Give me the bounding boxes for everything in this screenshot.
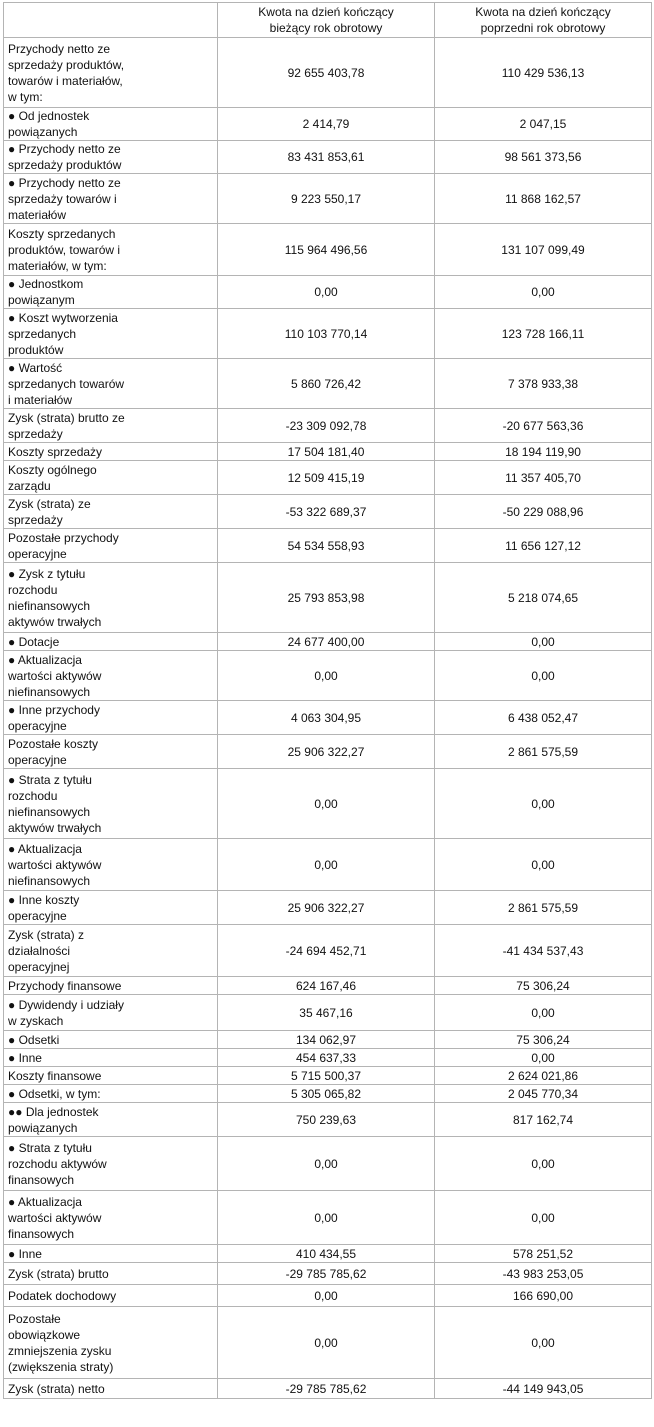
current-year-value: -23 309 092,78 (218, 409, 435, 443)
table-row (4, 563, 652, 633)
current-year-value: 92 655 403,78 (218, 38, 435, 108)
row-label: Koszty sprzedanych produktów, towarów i materiałów, w tym: (4, 224, 218, 276)
current-year-value: 0,00 (218, 1285, 435, 1307)
previous-year-value: 11 357 405,70 (435, 461, 652, 495)
row-label: ● Zysk z tytułu rozchodu niefinansowych aktywów trwałych (4, 563, 218, 633)
table-row (4, 995, 652, 1031)
row-label: Koszty finansowe (4, 1067, 218, 1085)
current-year-value: 454 637,33 (218, 1049, 435, 1067)
row-label: Zysk (strata) brutto (4, 1263, 218, 1285)
row-label: Pozostałe przychody operacyjne (4, 529, 218, 563)
previous-year-value: 2 047,15 (435, 108, 652, 141)
row-label: ● Od jednostek powiązanych (4, 108, 218, 141)
table-row (4, 1285, 652, 1307)
row-label: ● Aktualizacja wartości aktywów niefinansowych (4, 651, 218, 701)
table-row (4, 224, 652, 276)
current-year-value: 0,00 (218, 651, 435, 701)
current-year-value: 624 167,46 (218, 977, 435, 995)
current-year-value: 0,00 (218, 839, 435, 891)
current-year-value: 0,00 (218, 1307, 435, 1379)
previous-year-value: -20 677 563,36 (435, 409, 652, 443)
row-label: ● Odsetki, w tym: (4, 1085, 218, 1103)
previous-year-value: 0,00 (435, 276, 652, 309)
previous-year-value: 6 438 052,47 (435, 701, 652, 735)
table-row (4, 769, 652, 839)
row-label: ● Przychody netto ze sprzedaży produktów (4, 141, 218, 174)
current-year-value: 750 239,63 (218, 1103, 435, 1137)
row-label: Zysk (strata) ze sprzedaży (4, 495, 218, 529)
row-label: ● Jednostkom powiązanym (4, 276, 218, 309)
previous-year-value: 7 378 933,38 (435, 359, 652, 409)
table-row (4, 735, 652, 769)
table-body (4, 3, 652, 1399)
previous-year-value: 5 218 074,65 (435, 563, 652, 633)
table-row (4, 977, 652, 995)
row-label: ● Koszt wytworzenia sprzedanych produktów (4, 309, 218, 359)
table-row (4, 174, 652, 224)
header-corner-cell (4, 3, 218, 38)
table-row (4, 38, 652, 108)
row-label: ● Dotacje (4, 633, 218, 651)
row-label: ● Przychody netto ze sprzedaży towarów i materiałów (4, 174, 218, 224)
current-year-value: 0,00 (218, 276, 435, 309)
current-year-value: 12 509 415,19 (218, 461, 435, 495)
previous-year-value: 11 656 127,12 (435, 529, 652, 563)
table-row (4, 1085, 652, 1103)
previous-year-value: 11 868 162,57 (435, 174, 652, 224)
current-year-value: 5 715 500,37 (218, 1067, 435, 1085)
previous-year-value: 98 561 373,56 (435, 141, 652, 174)
table-row (4, 1191, 652, 1245)
previous-year-value: 123 728 166,11 (435, 309, 652, 359)
table-row (4, 276, 652, 309)
current-year-value: 2 414,79 (218, 108, 435, 141)
current-year-value: 115 964 496,56 (218, 224, 435, 276)
previous-year-value: 0,00 (435, 995, 652, 1031)
row-label: Pozostałe koszty operacyjne (4, 735, 218, 769)
current-year-value: 54 534 558,93 (218, 529, 435, 563)
current-year-value: 410 434,55 (218, 1245, 435, 1263)
previous-year-value: 0,00 (435, 1137, 652, 1191)
previous-year-value: 18 194 119,90 (435, 443, 652, 461)
row-label: ● Aktualizacja wartości aktywów niefinansowych (4, 839, 218, 891)
current-year-value: -29 785 785,62 (218, 1379, 435, 1399)
table-row (4, 701, 652, 735)
table-row (4, 1263, 652, 1285)
row-label: Przychody finansowe (4, 977, 218, 995)
header-row (4, 3, 652, 38)
previous-year-value: 578 251,52 (435, 1245, 652, 1263)
previous-year-value: 110 429 536,13 (435, 38, 652, 108)
row-label: ●● Dla jednostek powiązanych (4, 1103, 218, 1137)
previous-year-value: 0,00 (435, 839, 652, 891)
current-year-value: -29 785 785,62 (218, 1263, 435, 1285)
previous-year-value: 2 624 021,86 (435, 1067, 652, 1085)
row-label: ● Inne (4, 1049, 218, 1067)
table-row (4, 839, 652, 891)
table-row (4, 925, 652, 977)
previous-year-value: -44 149 943,05 (435, 1379, 652, 1399)
previous-year-value: 0,00 (435, 1191, 652, 1245)
current-year-value: -24 694 452,71 (218, 925, 435, 977)
current-year-value: 25 793 853,98 (218, 563, 435, 633)
row-label: ● Aktualizacja wartości aktywów finansowych (4, 1191, 218, 1245)
current-year-value: 0,00 (218, 1191, 435, 1245)
current-year-value: 134 062,97 (218, 1031, 435, 1049)
current-year-value: 4 063 304,95 (218, 701, 435, 735)
previous-year-value: 0,00 (435, 651, 652, 701)
row-label: Koszty sprzedaży (4, 443, 218, 461)
table-row (4, 1245, 652, 1263)
table-row (4, 409, 652, 443)
table-row (4, 1049, 652, 1067)
table-row (4, 443, 652, 461)
current-year-value: 35 467,16 (218, 995, 435, 1031)
current-year-value: 110 103 770,14 (218, 309, 435, 359)
current-year-value: 17 504 181,40 (218, 443, 435, 461)
row-label: ● Inne (4, 1245, 218, 1263)
table-row (4, 1067, 652, 1085)
header-current-year: Kwota na dzień kończący bieżący rok obrotowy (218, 3, 435, 38)
previous-year-value: 0,00 (435, 1307, 652, 1379)
table-row (4, 495, 652, 529)
current-year-value: 9 223 550,17 (218, 174, 435, 224)
current-year-value: -53 322 689,37 (218, 495, 435, 529)
table-row (4, 1103, 652, 1137)
table-row (4, 359, 652, 409)
current-year-value: 0,00 (218, 769, 435, 839)
table-row (4, 1379, 652, 1399)
table-row (4, 1137, 652, 1191)
current-year-value: 25 906 322,27 (218, 735, 435, 769)
row-label: Zysk (strata) netto (4, 1379, 218, 1399)
table-row (4, 529, 652, 563)
table-row (4, 1307, 652, 1379)
row-label: ● Inne przychody operacyjne (4, 701, 218, 735)
previous-year-value: -50 229 088,96 (435, 495, 652, 529)
row-label: ● Wartość sprzedanych towarów i materiałów (4, 359, 218, 409)
row-label: ● Strata z tytułu rozchodu aktywów finansowych (4, 1137, 218, 1191)
row-label: Pozostałe obowiązkowe zmniejszenia zysku (zwiększenia straty) (4, 1307, 218, 1379)
row-label: Koszty ogólnego zarządu (4, 461, 218, 495)
previous-year-value: 166 690,00 (435, 1285, 652, 1307)
table-row (4, 108, 652, 141)
row-label: Zysk (strata) brutto ze sprzedaży (4, 409, 218, 443)
previous-year-value: 2 861 575,59 (435, 735, 652, 769)
table-row (4, 141, 652, 174)
current-year-value: 83 431 853,61 (218, 141, 435, 174)
current-year-value: 5 305 065,82 (218, 1085, 435, 1103)
table-row (4, 1031, 652, 1049)
previous-year-value: -43 983 253,05 (435, 1263, 652, 1285)
row-label: Zysk (strata) z działalności operacyjnej (4, 925, 218, 977)
table-row (4, 651, 652, 701)
row-label: ● Odsetki (4, 1031, 218, 1049)
current-year-value: 5 860 726,42 (218, 359, 435, 409)
financial-statement-table (3, 2, 652, 1399)
previous-year-value: 75 306,24 (435, 977, 652, 995)
table-row (4, 633, 652, 651)
previous-year-value: 0,00 (435, 1049, 652, 1067)
row-label: Podatek dochodowy (4, 1285, 218, 1307)
table-row (4, 891, 652, 925)
previous-year-value: 0,00 (435, 633, 652, 651)
table-row (4, 461, 652, 495)
table-row (4, 309, 652, 359)
previous-year-value: 131 107 099,49 (435, 224, 652, 276)
row-label: ● Strata z tytułu rozchodu niefinansowych aktywów trwałych (4, 769, 218, 839)
row-label: Przychody netto ze sprzedaży produktów, towarów i materiałów, w tym: (4, 38, 218, 108)
row-label: ● Inne koszty operacyjne (4, 891, 218, 925)
header-previous-year: Kwota na dzień kończący poprzedni rok obrotowy (435, 3, 652, 38)
current-year-value: 24 677 400,00 (218, 633, 435, 651)
previous-year-value: 75 306,24 (435, 1031, 652, 1049)
row-label: ● Dywidendy i udziały w zyskach (4, 995, 218, 1031)
previous-year-value: 817 162,74 (435, 1103, 652, 1137)
previous-year-value: -41 434 537,43 (435, 925, 652, 977)
previous-year-value: 0,00 (435, 769, 652, 839)
current-year-value: 25 906 322,27 (218, 891, 435, 925)
previous-year-value: 2 861 575,59 (435, 891, 652, 925)
previous-year-value: 2 045 770,34 (435, 1085, 652, 1103)
current-year-value: 0,00 (218, 1137, 435, 1191)
